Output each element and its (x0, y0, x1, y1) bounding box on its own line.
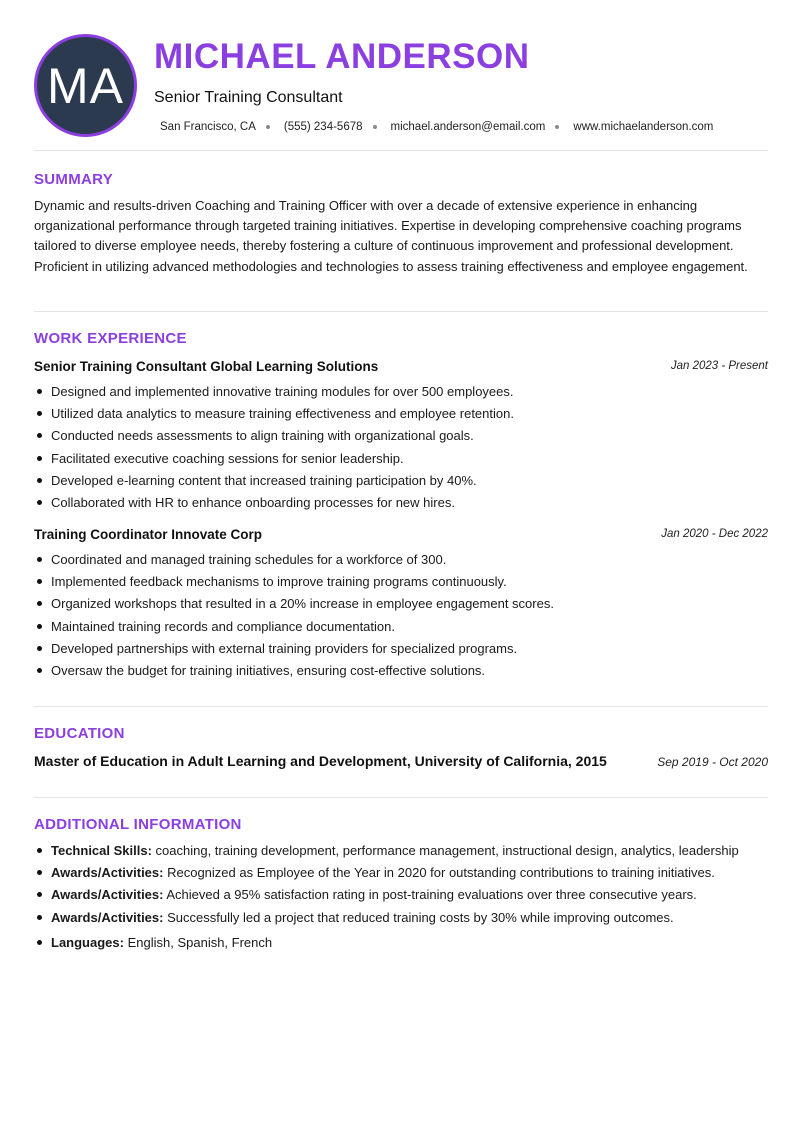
info-text: Successfully led a project that reduced training costs by 30% while improving outcomes. (167, 909, 674, 925)
education-degree: Master of Education in Adult Learning and Development, University of California, 2015 (34, 753, 607, 769)
contact-phone: (555) 234-5678 (283, 121, 363, 133)
list-item: Maintained training records and compliance documentation. (34, 616, 768, 638)
section-divider (34, 706, 768, 707)
list-item: Organized workshops that resulted in a 20% increase in employee engagement scores. (34, 593, 768, 615)
list-item: Developed partnerships with external training providers for specialized programs. (34, 638, 768, 660)
job-bullets (34, 381, 768, 514)
info-label: Awards/Activities: (51, 887, 164, 903)
section-divider (34, 150, 768, 151)
info-label: Languages: (51, 934, 124, 950)
job-date: Jan 2023 - Present (670, 360, 768, 372)
info-text: English, Spanish, French (127, 934, 273, 950)
additional-information-heading: ADDITIONAL INFORMATION (34, 816, 242, 833)
list-item: Developed e-learning content that increased training participation by 40%. (34, 470, 768, 492)
info-text: Achieved a 95% satisfaction rating in post-training evaluations over three consecutive years. (166, 887, 697, 903)
education-heading: EDUCATION (34, 725, 125, 742)
separator-dot-icon (266, 125, 270, 129)
separator-dot-icon (373, 125, 377, 129)
contact-email[interactable]: michael.anderson@email.com (390, 121, 546, 133)
list-item (34, 907, 768, 929)
list-item: Collaborated with HR to enhance onboarding processes for new hires. (34, 492, 768, 514)
job-date: Jan 2020 - Dec 2022 (661, 528, 768, 540)
info-label: Technical Skills: (51, 843, 152, 858)
list-item (34, 884, 768, 906)
summary-text: Dynamic and results-driven Coaching and Training Officer with over a decade of extensive experience in enhancing organizational performance through targeted training initiatives. Expertise in developing comprehensive coaching programs tailored to diverse employee needs, thereby fostering a culture of continuous improvement and professional development. Proficient in utilizing advanced methodologies and technologies to assess training effectiveness and employee engagement. (34, 198, 748, 274)
list-item: Utilized data analytics to measure training effectiveness and employee retention. (34, 403, 768, 425)
info-text: coaching, training development, performance management, instructional design, analytics, leadership (155, 843, 739, 858)
list-item: Designed and implemented innovative training modules for over 500 employees. (34, 381, 768, 403)
education-date: Sep 2019 - Oct 2020 (657, 755, 768, 769)
work-experience-heading: WORK EXPERIENCE (34, 330, 187, 347)
info-label: Awards/Activities: (51, 865, 164, 881)
education-entry (34, 753, 768, 773)
avatar: MA (34, 34, 137, 137)
job-bullets (34, 549, 768, 682)
list-item: Conducted needs assessments to align training with organizational goals. (34, 425, 768, 447)
list-item (34, 862, 768, 884)
candidate-name: MICHAEL ANDERSON (154, 37, 530, 76)
separator-dot-icon (555, 125, 559, 129)
list-item: Coordinated and managed training schedules for a workforce of 300. (34, 549, 768, 571)
info-text: Recognized as Employee of the Year in 2020 for outstanding contributions to training initiatives. (167, 865, 715, 881)
job-role: Senior Training Consultant Global Learning Solutions (34, 359, 379, 374)
list-item: Implemented feedback mechanisms to improve training programs continuously. (34, 571, 768, 593)
job-header (34, 359, 768, 377)
section-divider (34, 797, 768, 798)
contact-location: San Francisco, CA (160, 121, 256, 133)
list-item: Oversaw the budget for training initiatives, ensuring cost-effective solutions. (34, 660, 768, 682)
summary-heading: SUMMARY (34, 171, 114, 188)
list-item (34, 932, 768, 954)
contact-website[interactable]: www.michaelanderson.com (573, 121, 714, 133)
list-item: Facilitated executive coaching sessions for senior leadership. (34, 448, 768, 470)
info-label: Awards/Activities: (51, 909, 164, 925)
list-item (34, 840, 768, 862)
contact-line (160, 121, 713, 133)
section-divider (34, 311, 768, 312)
job-role: Training Coordinator Innovate Corp (34, 527, 263, 542)
job-header (34, 527, 768, 545)
candidate-title: Senior Training Consultant (154, 89, 343, 106)
additional-info-list (34, 840, 768, 954)
resume-header (34, 34, 768, 138)
